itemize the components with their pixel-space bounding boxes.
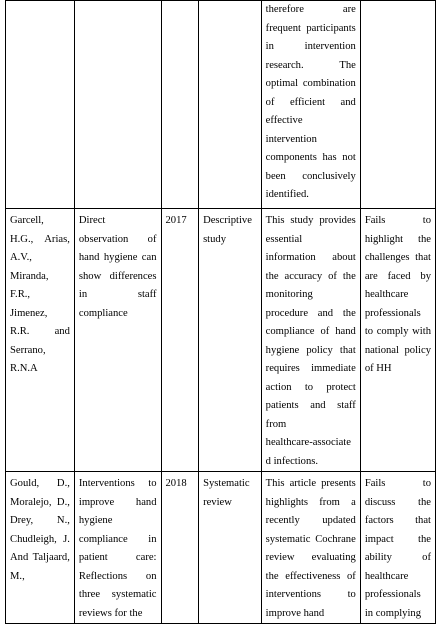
cell-text-line: systematic Cochrane (265, 533, 356, 545)
cell-text-line: recently updated (265, 515, 356, 526)
cell-text-line: factors that (364, 515, 431, 526)
cell-text-line: intervention (265, 133, 317, 145)
cell-text-line: healthcare-associate (265, 437, 351, 448)
cell-text-line: Drey, N., (10, 515, 70, 526)
cell-text-line: Serrano, (10, 344, 46, 356)
cell-text-line: interventions to (265, 589, 356, 600)
cell-text-line: challenges that (364, 252, 431, 263)
title-cell (74, 1, 161, 209)
author-cell (6, 1, 75, 209)
cell-text-line: monitoring (265, 289, 313, 300)
cell-text-line: Fails to (364, 478, 431, 489)
cell-text-line: Descriptive (203, 215, 252, 226)
cell-text-line: Systematic (203, 478, 250, 489)
cell-text-line: F.R., (10, 289, 31, 300)
cell-text-line: to comply with (364, 326, 431, 337)
cell-text-line: 2017 (165, 215, 187, 226)
cell-text-line: Jimenez, (10, 307, 48, 319)
cell-text-line: hygiene policy that (265, 344, 356, 356)
cell-text-line: R.R. and (10, 326, 70, 337)
title-cell (74, 209, 161, 472)
cell-text-line: This article presents (265, 478, 356, 489)
table-row (6, 209, 436, 472)
findings-cell (261, 209, 360, 472)
cell-text-line: procedure and the (265, 307, 356, 319)
cell-text-line: discuss the (364, 496, 431, 508)
cell-text-line: ability of (364, 552, 431, 563)
cell-text-line: hand hygiene can (78, 252, 157, 263)
cell-text-line: are faced by (364, 270, 431, 282)
gaps-cell (360, 1, 435, 209)
study-design-cell (199, 209, 262, 472)
cell-text-line: H.G., Arias, (10, 233, 70, 245)
cell-text-line: review (203, 496, 232, 508)
cell-text-line: 2018 (165, 478, 187, 489)
cell-text-line: optimal combination (265, 78, 356, 89)
cell-text-line: in staff (78, 289, 157, 300)
cell-text-line: highlight the (364, 233, 431, 245)
cell-text-line: effective (265, 115, 303, 126)
cell-text-line: Reflections on (78, 570, 157, 582)
cell-text-line: from (265, 418, 287, 430)
cell-text-line: been conclusively (265, 170, 356, 182)
gaps-cell (360, 472, 435, 624)
cell-text-line: reviews for the (78, 607, 143, 619)
cell-text-line: of efficient and (265, 96, 356, 108)
cell-text-line: in intervention (265, 41, 356, 52)
cell-text-line: A.V., (10, 252, 32, 263)
cell-text-line: compliance (78, 307, 128, 319)
gaps-cell (360, 209, 435, 472)
findings-cell (261, 472, 360, 624)
cell-text-line: information about (265, 252, 356, 263)
year-cell (161, 209, 199, 472)
author-cell (6, 472, 75, 624)
cell-text-line: Gould, D., (10, 478, 70, 489)
cell-text-line: And Taljaard, (10, 552, 70, 563)
cell-text-line: therefore are (265, 4, 356, 15)
cell-text-line: improve hand (78, 496, 157, 508)
cell-text-line: identified. (265, 189, 309, 200)
cell-text-line: Interventions to (78, 478, 157, 489)
cell-text-line: patients and staff (265, 400, 356, 411)
cell-text-line: improve hand (265, 607, 325, 619)
cell-text-line: frequent participants (265, 22, 356, 34)
cell-text-line: the accuracy of the (265, 270, 356, 282)
study-design-cell (199, 472, 262, 624)
cell-text-line: hygiene (78, 515, 113, 526)
table-row (6, 1, 436, 209)
cell-text-line: highlights from a (265, 496, 356, 508)
cell-text-line: Fails to (364, 215, 431, 226)
cell-text-line: This study provides (265, 215, 356, 226)
title-cell (74, 472, 161, 624)
cell-text-line: national policy (364, 344, 431, 356)
cell-text-line: Miranda, (10, 270, 49, 282)
cell-text-line: review evaluating (265, 552, 356, 563)
table-row (6, 472, 436, 624)
literature-review-table (5, 0, 436, 624)
cell-text-line: study (203, 233, 227, 245)
cell-text-line: compliance in (78, 533, 157, 545)
cell-text-line: requires immediate (265, 363, 356, 374)
cell-text-line: compliance of hand (265, 326, 356, 337)
cell-text-line: in complying (364, 607, 422, 619)
cell-text-line: healthcare (364, 570, 409, 582)
year-cell (161, 1, 199, 209)
cell-text-line: of HH (364, 363, 392, 374)
cell-text-line: healthcare (364, 289, 409, 300)
cell-text-line: the effectiveness of (265, 570, 356, 582)
findings-cell (261, 1, 360, 209)
cell-text-line: action to protect (265, 381, 356, 393)
cell-text-line: M., (10, 570, 25, 582)
cell-text-line: Moralejo, D., (10, 496, 70, 508)
cell-text-line: Garcell, (10, 215, 44, 226)
cell-text-line: d infections. (265, 455, 319, 467)
cell-text-line: essential (265, 233, 303, 245)
cell-text-line: professionals (364, 307, 421, 319)
cell-text-line: components has not (265, 152, 356, 163)
cell-text-line: Chudleigh, J. (10, 533, 70, 545)
year-cell (161, 472, 199, 624)
cell-text-line: Direct (78, 215, 106, 226)
cell-text-line: professionals (364, 589, 421, 600)
cell-text-line: three systematic (78, 589, 157, 600)
cell-text-line: research. The (265, 59, 356, 71)
cell-text-line: show differences (78, 270, 157, 282)
cell-text-line: patient care: (78, 552, 157, 563)
cell-text-line: observation of (78, 233, 157, 245)
study-design-cell (199, 1, 262, 209)
author-cell (6, 209, 75, 472)
cell-text-line: R.N.A (10, 363, 38, 374)
cell-text-line: impact the (364, 533, 431, 545)
